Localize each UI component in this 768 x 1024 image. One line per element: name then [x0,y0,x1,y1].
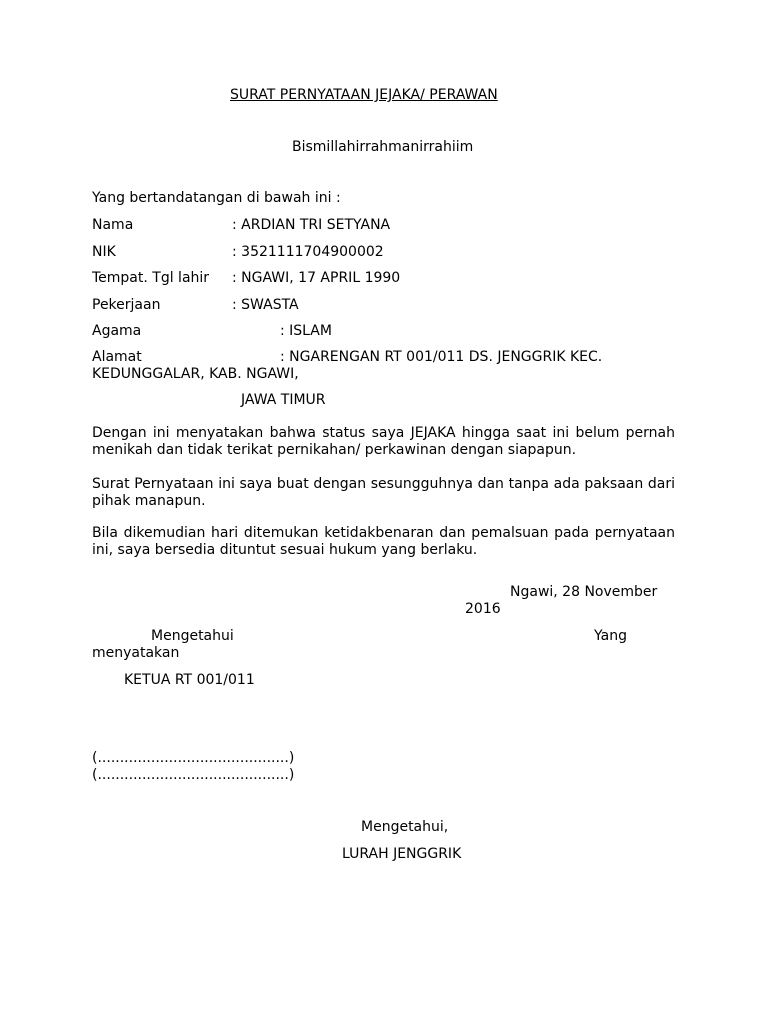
field-label-nik: NIK [92,244,116,260]
right-signature-blank: (...........................................) [92,767,295,783]
place-date: Ngawi, 28 November [510,584,658,600]
right-sign-label-wrap: menyatakan [92,645,180,661]
field-label-religion: Agama [92,323,142,339]
field-value-address: : NGARENGAN RT 001/011 DS. JENGGRIK KEC. [280,349,603,365]
field-label-nama: Nama [92,217,134,233]
bottom-sign-role: LURAH JENGGRIK [342,846,462,862]
statement-paragraph: Dengan ini menyatakan bahwa status saya JEJAKA hingga saat ini belum pernah menikah dan tidak terikat pernikahan/ perkawinan dengan siapapun. [92,425,675,458]
document-title: SURAT PERNYATAAN JEJAKA/ PERAWAN [230,87,498,103]
left-signature-blank: (...........................................) [92,750,295,766]
field-value-nik: : 3521111704900002 [232,244,384,260]
field-label-job: Pekerjaan [92,297,161,313]
left-sign-role: KETUA RT 001/011 [124,672,255,688]
field-value-address-province: JAWA TIMUR [241,392,326,408]
field-value-address-wrap: KEDUNGGALAR, KAB. NGAWI, [92,366,299,382]
voluntary-paragraph: Surat Pernyataan ini saya buat dengan sesungguhnya dan tanpa ada paksaan dari pihak manapun. [92,476,675,509]
liability-paragraph: Bila dikemudian hari ditemukan ketidakbenaran dan pemalsuan pada pernyataan ini, saya bersedia dituntut sesuai hukum yang berlaku. [92,525,675,558]
place-date-year: 2016 [465,601,501,617]
right-sign-label: Yang [594,628,627,644]
left-sign-label: Mengetahui [151,628,234,644]
opening-greeting: Bismillahirrahmanirrahiim [292,139,474,155]
field-label-birth: Tempat. Tgl lahir [92,270,210,286]
field-value-religion: : ISLAM [280,323,332,339]
field-value-birth: : NGAWI, 17 APRIL 1990 [232,270,401,286]
field-value-job: : SWASTA [232,297,299,313]
intro-line: Yang bertandatangan di bawah ini : [92,190,341,206]
field-label-address: Alamat [92,349,142,365]
field-value-nama: : ARDIAN TRI SETYANA [232,217,391,233]
bottom-sign-label: Mengetahui, [361,819,449,835]
